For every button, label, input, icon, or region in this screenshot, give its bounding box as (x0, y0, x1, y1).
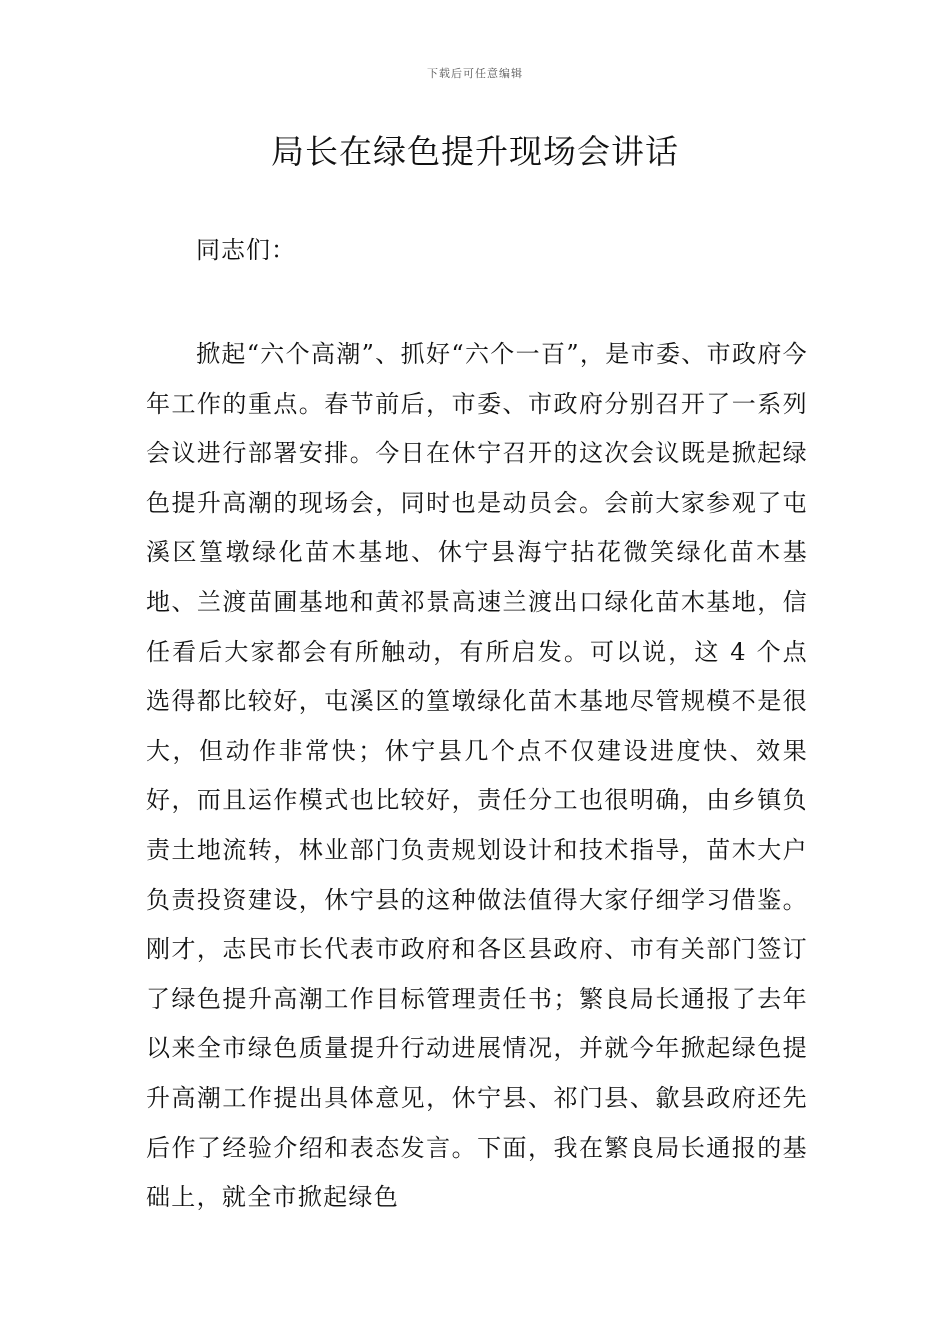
salutation: 同志们： (196, 236, 296, 264)
page-header-note: 下载后可任意编辑 (427, 67, 523, 80)
document-title: 局长在绿色提升现场会讲话 (271, 132, 679, 171)
body-paragraph: 掀起“六个高潮”、抓好“六个一百”，是市委、市政府今年工作的重点。春节前后，市委、市政府分别召开了一系列会议进行部署安排。今日在休宁召开的这次会议既是掀起绿色提升高潮的现场会，同时也是动员会。会前大家参观了屯溪区篁墩绿化苗木基地、休宁县海宁拈花微笑绿化苗木基地、兰渡苗圃基地和黄祁景高速兰渡出口绿化苗木基地，信任看后大家都会有所触动，有所启发。可以说，这 4 个点选得都比较好，屯溪区的篁墩绿化苗木基地尽管规模不是很大，但动作非常快；休宁县几个点不仅建设进度快、效果好，而且运作模式也比较好，责任分工也很明确，由乡镇负责土地流转，林业部门负责规划设计和技术指导，苗木大户负责投资建设，休宁县的这种做法值得大家仔细学习借鉴。刚才，志民市长代表市政府和各区县政府、市有关部门签订了绿色提升高潮工作目标管理责任书；繁良局长通报了去年以来全市绿色质量提升行动进展情况，并就今年掀起绿色提升高潮工作提出具体意见，休宁县、祁门县、歙县政府还先后作了经验介绍和表态发言。下面，我在繁良局长通报的基础上，就全市掀起绿色 (146, 340, 808, 1212)
